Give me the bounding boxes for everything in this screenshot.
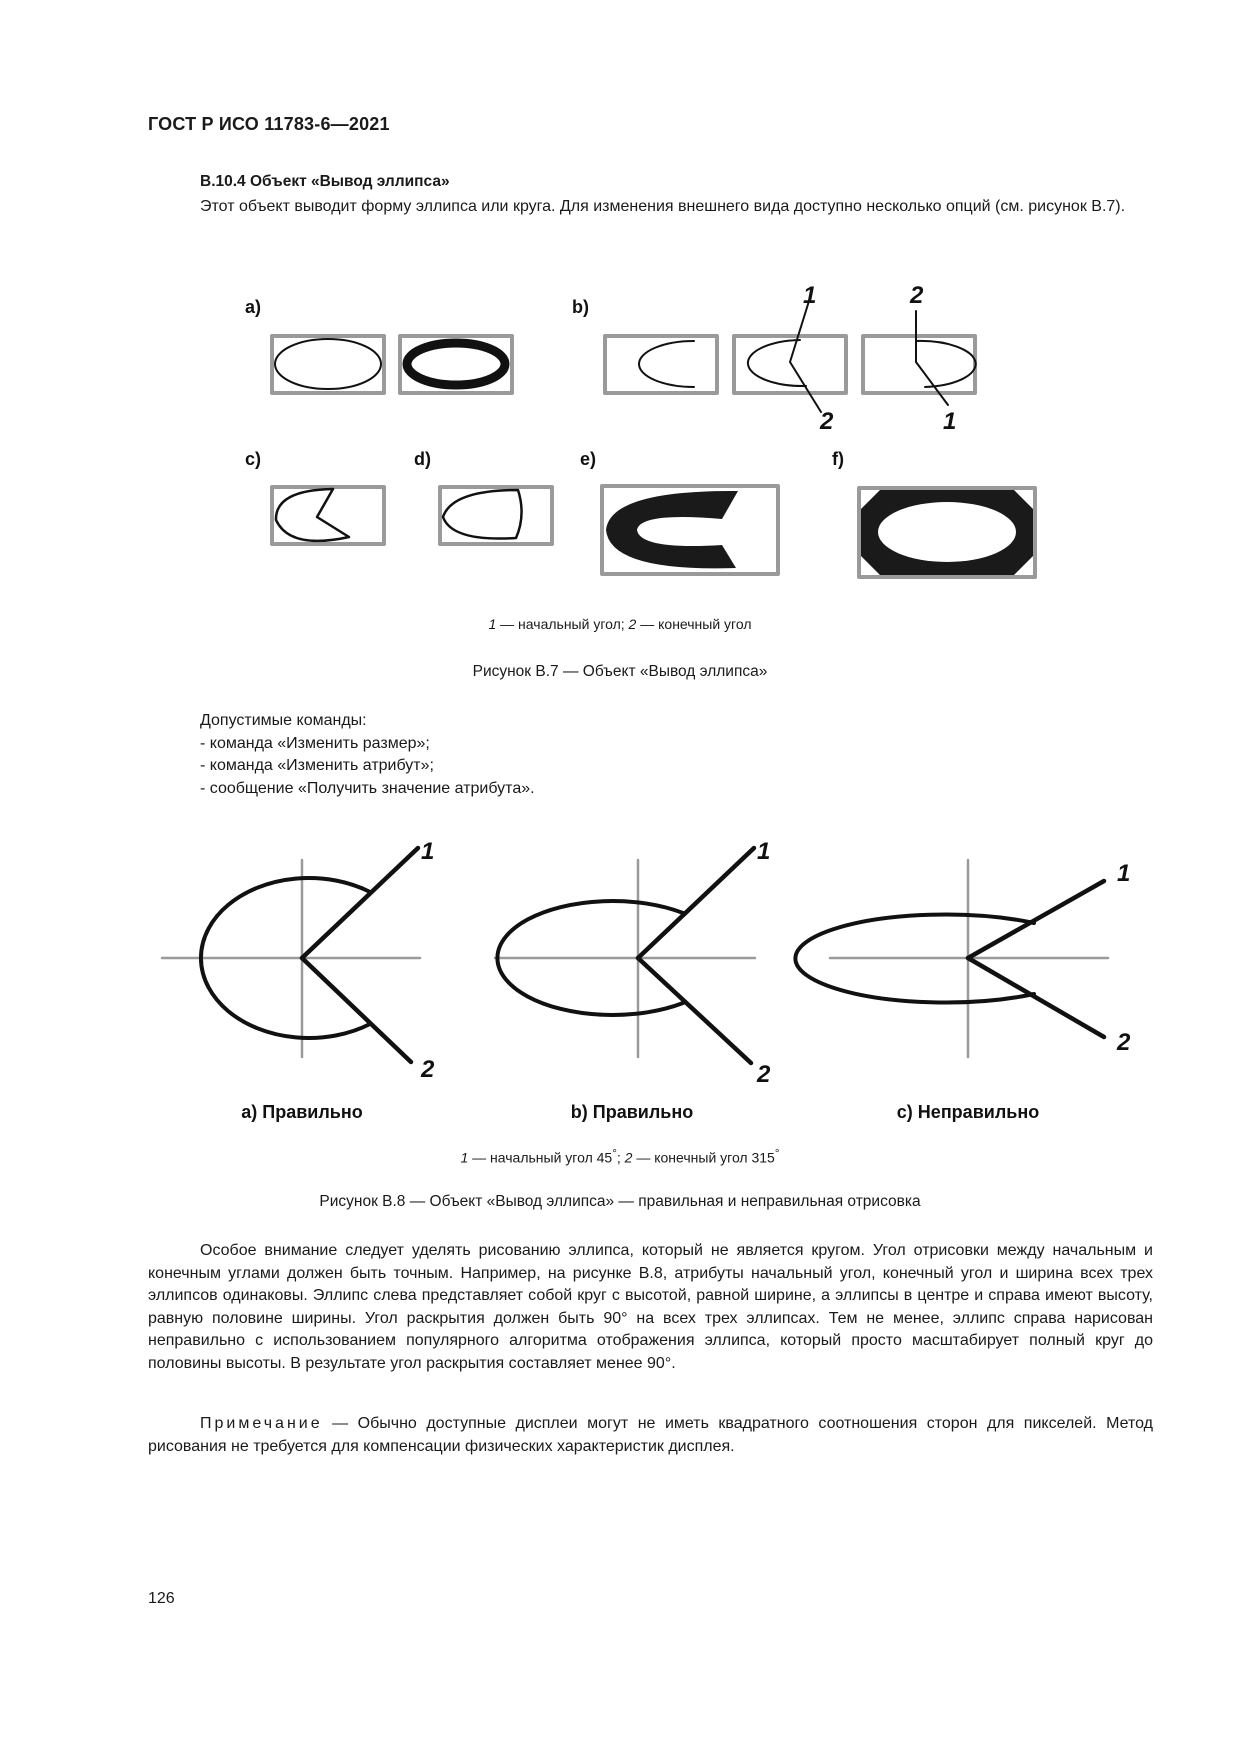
fig7-f-inner-ellipse	[878, 502, 1016, 562]
fig7-b2-arc	[748, 340, 806, 386]
fig7-label-d: d)	[414, 449, 431, 469]
fig8-label-a: a) Правильно	[241, 1102, 363, 1122]
fig7-b2-marker-end: 2	[820, 408, 834, 435]
fig7-label-b: b)	[572, 297, 589, 317]
fig8-a-start-ray	[302, 848, 418, 958]
fig8-legend-num2: 2	[624, 1149, 633, 1166]
commands-block	[200, 710, 535, 800]
fig7-label-c: c)	[245, 449, 262, 469]
fig7-b1-arc	[639, 341, 694, 387]
fig8-b-marker-start: 1	[757, 838, 771, 865]
body-text: Особое внимание следует уделять рисованию эллипса, который не является кругом. Угол отрисовки между начальным и конечным углами должен быть точным. Например, на рисунке B.8, атрибуты начальный угол, конечный угол и ширина всех трех эллипсов одинаковы. Эллипс слева представляет собой круг с высотой, равной ширине, а эллипсы в центре и справа имеют высоту, равную половине ширины. Угол раскрытия должен быть 90° на всех трех эллипсах. Тем не менее, эллипс справа нарисован неправильно с использованием популярного алгоритма отображения эллипса, который просто масштабирует полный круг до половины высоты. В результате угол раскрытия составляет менее 90°.	[148, 1242, 1153, 1372]
command-item: - команда «Изменить атрибут»;	[200, 757, 434, 775]
command-item: - команда «Изменить размер»;	[200, 734, 430, 752]
fig8-legend-num1: 1	[460, 1149, 469, 1166]
fig8-c-start-ray	[968, 881, 1104, 958]
fig7-a2-ellipse-thick	[407, 343, 505, 385]
fig7-label-e: e)	[580, 449, 597, 469]
fig7-a1-frame	[272, 336, 384, 393]
note-text: — Обычно доступные дисплеи могут не иметь квадратного соотношения сторон для пикселей. Метод рисования не требуется для компенсации физических характеристик дисплея.	[148, 1415, 1153, 1455]
intro-text: Этот объект выводит форму эллипса или круга. Для изменения внешнего вида доступно несколько опций (см. рисунок B.7).	[200, 198, 1126, 215]
fig8-b-marker-end: 2	[757, 1061, 771, 1088]
fig8-legend-degree2: °	[774, 1147, 780, 1160]
fig7-c-pie	[276, 489, 349, 541]
note-label: Примечание	[200, 1415, 323, 1432]
fig8-legend-degree1: °	[612, 1147, 617, 1160]
fig7-b3-marker-end: 2	[910, 282, 924, 309]
figure-b8	[0, 820, 1240, 1140]
fig7-d-frame	[440, 487, 552, 544]
fig7-legend-text1: — начальный угол;	[496, 616, 629, 632]
fig7-legend-text2: — конечный угол	[636, 616, 752, 632]
fig7-b3-marker-start: 1	[943, 408, 957, 435]
command-item: - сообщение «Получить значение атрибута».	[200, 779, 535, 797]
fig7-caption: Рисунок B.7 — Объект «Вывод эллипса»	[472, 663, 768, 680]
section-title: B.10.4 Объект «Вывод эллипса»	[200, 173, 450, 190]
fig7-legend-num1: 1	[488, 616, 497, 632]
fig8-caption: Рисунок B.8 — Объект «Вывод эллипса» — правильная и неправильная отрисовка	[319, 1193, 921, 1210]
fig8-legend	[0, 1147, 1240, 1166]
fig7-b2-marker-start: 1	[803, 282, 817, 309]
fig8-c-end-ray	[968, 958, 1104, 1037]
commands-title: Допустимые команды:	[200, 712, 367, 729]
fig7-b3-arc	[916, 341, 976, 387]
figure-b7	[0, 0, 1240, 600]
fig8-legend-text2: ;	[616, 1149, 625, 1166]
fig7-legend	[0, 616, 1240, 632]
fig8-a-end-ray	[302, 958, 411, 1062]
document-header: ГОСТ Р ИСО 11783-6—2021	[148, 114, 390, 134]
fig8-legend-text1: — начальный угол 45	[468, 1149, 613, 1166]
fig7-a1-ellipse	[275, 339, 381, 389]
fig7-b3-leaders	[916, 311, 948, 405]
fig8-label-c: c) Неправильно	[896, 1102, 1040, 1122]
fig7-label-f: f)	[832, 449, 844, 469]
fig7-legend-num2: 2	[628, 616, 637, 632]
fig7-d-chord	[443, 490, 522, 539]
fig8-c-marker-start: 1	[1117, 860, 1131, 887]
fig8-label-b: b) Правильно	[570, 1102, 694, 1122]
fig7-e-thick-arc	[606, 491, 738, 568]
fig8-a-marker-end: 2	[421, 1056, 435, 1083]
fig8-c-marker-end: 2	[1117, 1029, 1131, 1056]
page-number: 126	[148, 1590, 175, 1607]
fig8-a-marker-start: 1	[421, 838, 435, 865]
fig7-b2-leaders	[790, 301, 821, 412]
note-paragraph	[148, 1413, 1153, 1458]
body-paragraph	[148, 1240, 1153, 1376]
fig8-legend-text3: — конечный угол 315	[632, 1149, 775, 1166]
fig7-label-a: a)	[245, 297, 262, 317]
